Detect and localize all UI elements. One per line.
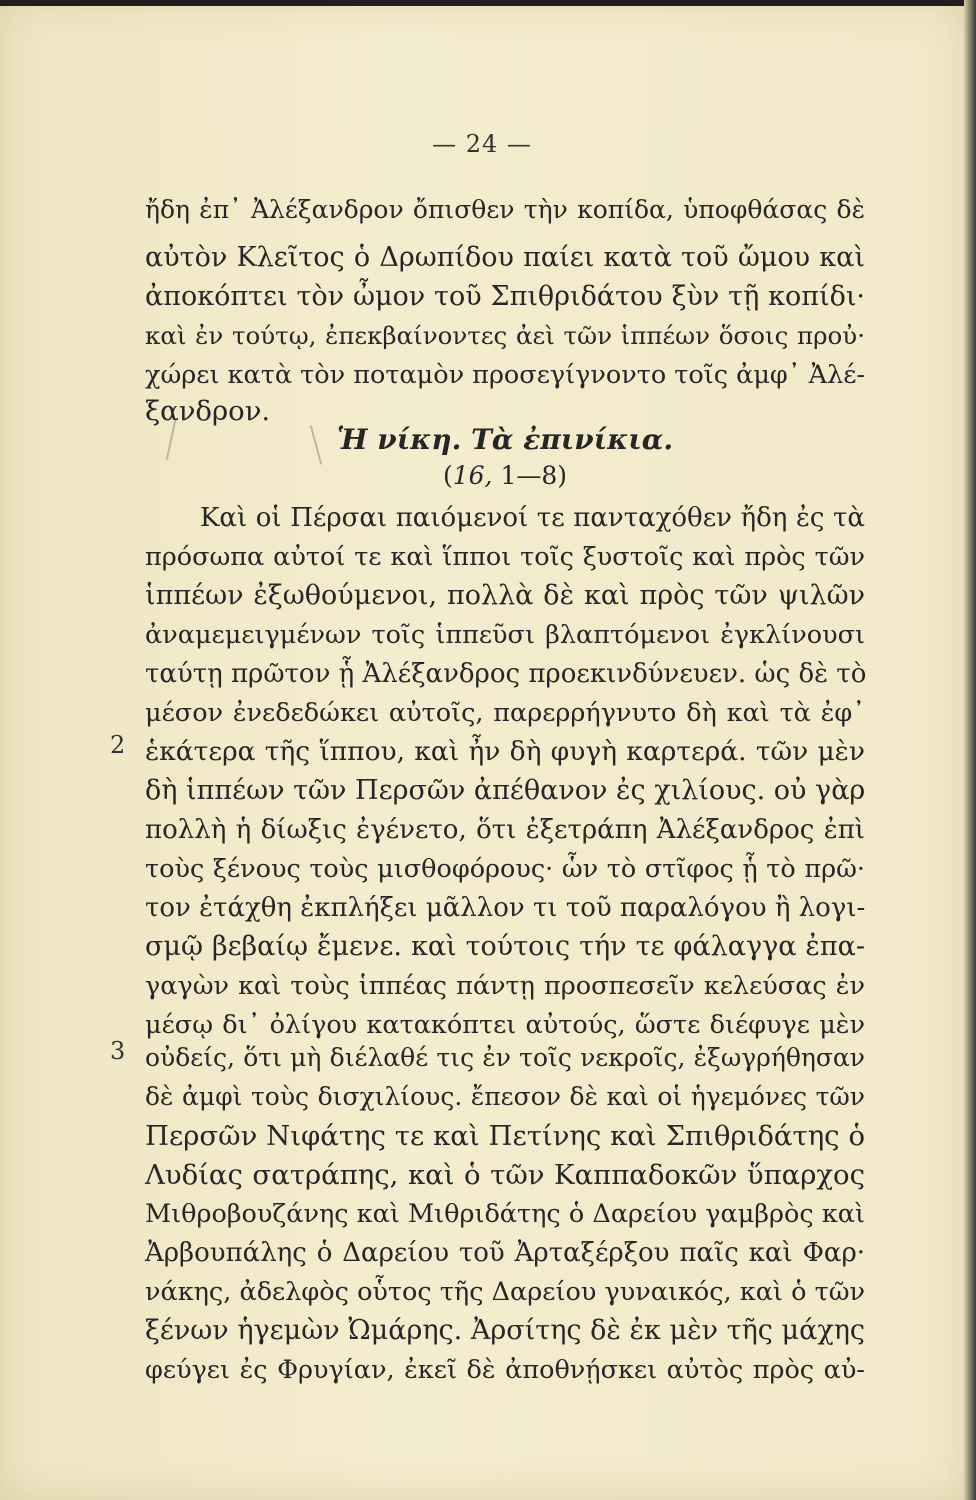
text-line: γαγὼν καὶ τοὺς ἱππέας πάντῃ προσπεσεῖν κελεύσας ἐν xyxy=(145,971,865,1001)
section-reference xyxy=(0,458,976,494)
margin-section-number: 2 xyxy=(110,731,126,759)
text-line: Καὶ οἱ Πέρσαι παιόμενοί τε πανταχόθεν ἤδη ἐς τὰ xyxy=(200,503,865,533)
reference-open: ( xyxy=(442,461,453,490)
text-line: φεύγει ἐς Φρυγίαν, ἐκεῖ δὲ ἀποθνῄσκει αὐτὸς πρὸς αὐ- xyxy=(145,1355,865,1385)
text-line: σμῷ βεβαίῳ ἔμενε. καὶ τούτοις τήν τε φάλαγγα ἐπα- xyxy=(145,931,865,962)
text-line: χώρει κατὰ τὸν ποταμὸν προσεγίγνοντο τοῖς ἀμφ᾽ Ἀλέ- xyxy=(145,360,866,390)
margin-section-number: 3 xyxy=(110,1037,126,1065)
text-line: ταύτῃ πρῶτον ᾗ Ἀλέξανδρος προεκινδύνευεν. ὡς δὲ τὸ xyxy=(145,659,867,689)
text-line: μέσον ἐνεδεδώκει αὐτοῖς, παρερρήγνυτο δὴ καὶ τὰ ἐφ᾽ xyxy=(145,698,865,728)
reference-chapter: 16, xyxy=(452,461,493,490)
text-line: ξένων ἡγεμὼν Ὠμάρης. Ἀρσίτης δὲ ἐκ μὲν τῆς μάχης xyxy=(145,1315,865,1346)
text-line: Λυδίας σατράπης, καὶ ὁ τῶν Καππαδοκῶν ὕπαρχος xyxy=(145,1159,865,1191)
text-line: δὴ ἱππέων τῶν Περσῶν ἀπέθανον ἐς χιλίους. οὐ γὰρ xyxy=(145,775,866,806)
text-line: τον ἐτάχθη ἐκπλήξει μᾶλλον τι τοῦ παραλόγου ἢ λογι- xyxy=(145,893,866,923)
section-title: Ἡ νίκη. Τὰ ἐπινίκια. xyxy=(336,423,674,456)
text-line: πρόσωπα αὐτοί τε καὶ ἵπποι τοῖς ξυστοῖς καὶ πρὸς τῶν xyxy=(145,542,865,572)
scan-top-edge xyxy=(0,0,976,6)
text-line: μέσῳ δι᾽ ὀλίγου κατακόπτει αὐτούς, ὥστε διέφυγε μὲν xyxy=(145,1010,865,1040)
text-line: νάκης, ἀδελφὸς οὗτος τῆς Δαρείου γυναικός, καὶ ὁ τῶν xyxy=(145,1277,865,1307)
text-line: ἑκάτερα τῆς ἵππου, καὶ ἦν δὴ φυγὴ καρτερά. τῶν μὲν xyxy=(145,736,865,767)
text-line: Ἀρβουπάλης ὁ Δαρείου τοῦ Ἀρταξέρξου παῖς καὶ Φαρ· xyxy=(145,1238,865,1268)
text-line: ξανδρον. xyxy=(145,395,271,427)
text-line: ἱππέων ἐξωθούμενοι, πολλὰ δὲ καὶ πρὸς τῶν ψιλῶν xyxy=(145,580,865,611)
text-line: καὶ ἐν τούτῳ, ἐπεκβαίνοντες ἀεὶ τῶν ἱππέων ὅσοις προὐ· xyxy=(145,321,865,350)
text-line: αὐτὸν Κλεῖτος ὁ Δρωπίδου παίει κατὰ τοῦ ὤμου καὶ xyxy=(145,242,865,273)
text-line: πολλὴ ἡ δίωξις ἐγένετο, ὅτι ἐξετράπη Ἀλέξανδρος ἐπὶ xyxy=(145,815,865,845)
text-line: οὐδείς, ὅτι μὴ διέλαθέ τις ἐν τοῖς νεκροῖς, ἐξωγρήθησαν xyxy=(145,1043,865,1072)
page-number: — 24 — xyxy=(432,130,532,158)
scan-right-edge xyxy=(964,0,976,1500)
text-line: ἀναμεμειγμένων τοῖς ἱππεῦσι βλαπτόμενοι ἐγκλίνουσι xyxy=(145,620,865,650)
text-line: Μιθροβουζάνης καὶ Μιθριδάτης ὁ Δαρείου γαμβρὸς καὶ xyxy=(145,1199,865,1229)
text-line: ἀποκόπτει τὸν ὦμον τοῦ Σπιθριδάτου ξὺν τῇ κοπίδι· xyxy=(145,281,865,312)
text-line: δὲ ἀμφὶ τοὺς δισχιλίους. ἔπεσον δὲ καὶ οἱ ἡγεμόνες τῶν xyxy=(145,1082,865,1111)
text-line: Περσῶν Νιφάτης τε καὶ Πετίνης καὶ Σπιθριδάτης ὁ xyxy=(145,1120,865,1152)
text-line: τοὺς ξένους τοὺς μισθοφόρους· ὧν τὸ στῖφος ᾗ τὸ πρῶ· xyxy=(145,854,865,884)
reference-range: 1—8) xyxy=(492,461,568,490)
text-line: ἤδη ἐπ᾽ Ἀλέξανδρον ὄπισθεν τὴν κοπίδα, ὑποφθάσας δὲ xyxy=(145,195,865,224)
